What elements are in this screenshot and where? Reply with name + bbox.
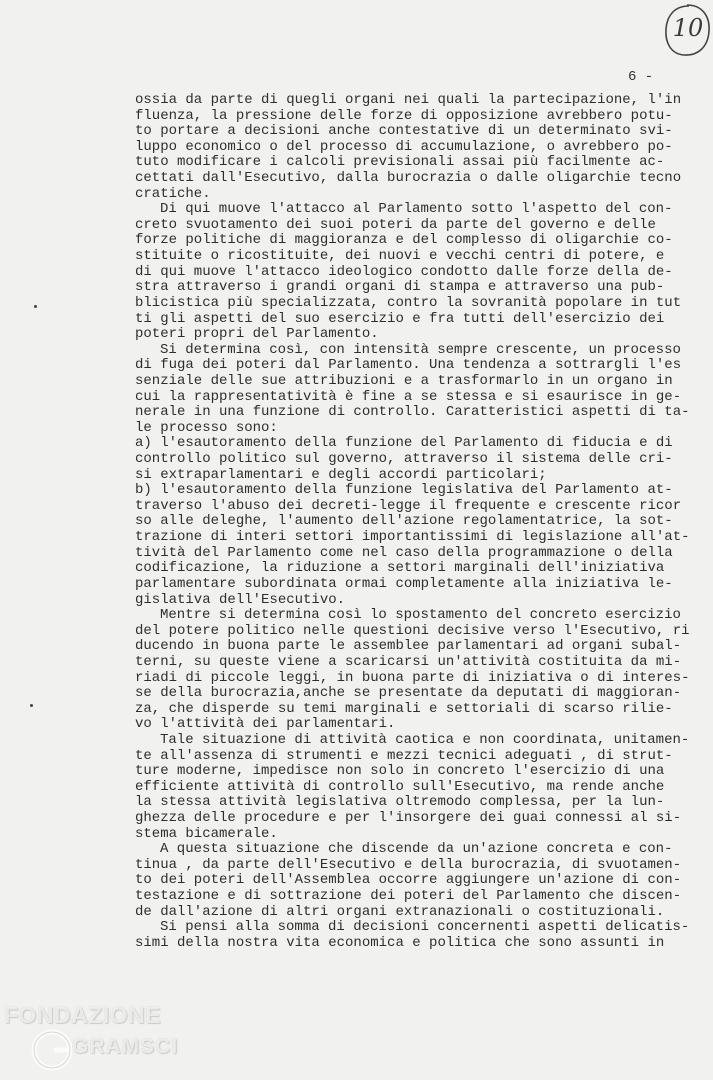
paragraph-first-line: A questa situazione che discende da un'azione concreta e con- [160, 841, 673, 858]
archive-number-stamp [662, 2, 712, 58]
text-line: parlamentare subordinata ormai completamente alla iniziativa le- [135, 575, 673, 592]
list-item-a: a) l'esautoramento della funzione del Parlamento di fiducia e di [135, 435, 673, 452]
list-item-b: b) l'esautoramento della funzione legislativa del Parlamento at- [135, 482, 673, 499]
paragraph-first-line: Di qui muove l'attacco al Parlamento sotto l'aspetto del con- [160, 201, 673, 218]
text-line: riadi di piccole leggi, in buona parte di iniziativa o di interes- [135, 669, 690, 686]
text-line: te all'assenza di strumenti e mezzi tecnici adeguati , di strut- [135, 747, 673, 764]
text-line: del potere politico nelle questioni decisive verso l'Esecutivo, ri [135, 622, 690, 639]
watermark-line1: FONDAZIONE [4, 1002, 162, 1028]
text-line: vo l'attività dei parlamentari. [135, 716, 396, 733]
text-line: ossia da parte di quegli organi nei quali la partecipazione, l'in [135, 92, 682, 108]
text-line: efficiente attività di controllo sull'Esecutivo, ma rende anche [135, 778, 665, 795]
page-number: 6 - [628, 69, 654, 85]
paragraph-first-line: Tale situazione di attività caotica e non coordinata, unitamen- [160, 731, 690, 748]
watermark-line2: GRAMSCI [72, 1035, 179, 1058]
text-line: nerale in una funzione di controllo. Caratteristici aspetti di ta- [135, 404, 690, 421]
text-line: testazione e di sottrazione dei poteri del Parlamento che discen- [135, 888, 682, 905]
margin-mark [34, 305, 37, 308]
text-line: gislativa dell'Esecutivo. [135, 591, 346, 608]
text-line: za, che disperde su temi marginali e settoriali di scarso rilie- [135, 700, 673, 717]
watermark [4, 1002, 179, 1074]
text-line: simi della nostra vita economica e politica che sono assunti in [135, 934, 665, 951]
text-line: to dei poteri dell'Assemblea occorre aggiungere un'azione di con- [135, 872, 682, 889]
text-line: forze politiche di maggioranza e del complesso di oligarchie co- [135, 232, 673, 249]
text-line: fluenza, la pressione delle forze di opposizione avrebbero potu- [135, 107, 673, 124]
text-line: la stessa attività legislativa oltremodo complessa, per la lun- [135, 794, 665, 811]
text-line: di fuga dei poteri dal Parlamento. Una tendenza a sottrargli l'es [135, 357, 682, 374]
text-line: luppo economico o del processo di accumulazione, o avrebbero po- [135, 138, 673, 155]
text-line: ture moderne, impedisce non solo in concreto l'esercizio di una [135, 763, 665, 780]
text-line: ti gli aspetti del suo esercizio e fra tutti dell'esercizio dei [135, 310, 665, 327]
text-line: tività del Parlamento come nel caso della programmazione o della [135, 544, 673, 561]
text-line: cui la rappresentatività è fine a se stessa e si esaurisce in ge- [135, 388, 682, 405]
margin-mark [30, 704, 33, 707]
text-line: stema bicamerale. [135, 825, 278, 842]
text-line: so alle deleghe, l'aumento dell'azione regolamentatrice, la sot- [135, 513, 673, 530]
text-line: le processo sono: [135, 419, 278, 436]
text-line: controllo politico sul governo, attraverso il sistema delle cri- [135, 451, 673, 468]
text-line: terni, su queste viene a scaricarsi un'attività costituita da mi- [135, 653, 682, 670]
text-line: di qui muove l'attacco ideologico condotto dalle forze della de- [135, 263, 673, 280]
text-line: senziale delle sue attribuzioni e a trasformarlo in un organo in [135, 372, 673, 389]
text-line: codificazione, la riduzione a settori marginali dell'iniziativa [135, 560, 665, 577]
archive-number: 10 [672, 14, 704, 42]
paragraph-first-line: Mentre si determina così lo spostamento del concreto esercizio [160, 607, 681, 624]
paragraph-first-line: Si determina così, con intensità sempre crescente, un processo [160, 341, 681, 358]
text-line: blicistica più specializzata, contro la sovranità popolare in tut [135, 294, 682, 311]
text-line: tinua , da parte dell'Esecutivo e della burocrazia, di svuotamen- [135, 856, 682, 873]
text-line: poteri propri del Parlamento. [135, 326, 379, 343]
text-line: stituite o ricostituite, dei nuovi e vecchi centri di potere, e [135, 248, 665, 265]
text-line: se della burocrazia,anche se presentate da deputati di maggioran- [135, 685, 682, 702]
text-line: traverso l'abuso dei decreti-legge il frequente e crescente ricor [135, 497, 682, 514]
text-line: de dall'azione di altri organi extranazionali o costituzionali. [135, 903, 665, 920]
text-line: creto svuotamento dei suoi poteri da parte del governo e delle [135, 216, 656, 233]
text-line: to portare a decisioni anche contestative di un determinato svi- [135, 123, 673, 140]
watermark-logo-icon [30, 1028, 74, 1072]
text-line: ghezza delle procedure e per l'insorgere dei guai connessi al si- [135, 810, 682, 827]
body-text [135, 93, 705, 952]
text-line: ducendo in buona parte le assemblee parlamentari ad organi subal- [135, 638, 682, 655]
text-line: trazione di interi settori importantissimi di legislazione all'at- [135, 529, 690, 546]
text-line: si extraparlamentari e degli accordi particolari; [135, 466, 547, 483]
text-line: cratiche. [135, 185, 211, 202]
paragraph-first-line: Si pensi alla somma di decisioni concernenti aspetti delicatis- [160, 919, 690, 936]
text-line: cettati dall'Esecutivo, dalla burocrazia o dalle oligarchie tecno [135, 170, 682, 187]
text-line: stra attraverso i grandi organi di stampa e attraverso una pub- [135, 279, 665, 296]
text-line: tuto modificare i calcoli previsionali assai più facilmente ac- [135, 154, 665, 171]
